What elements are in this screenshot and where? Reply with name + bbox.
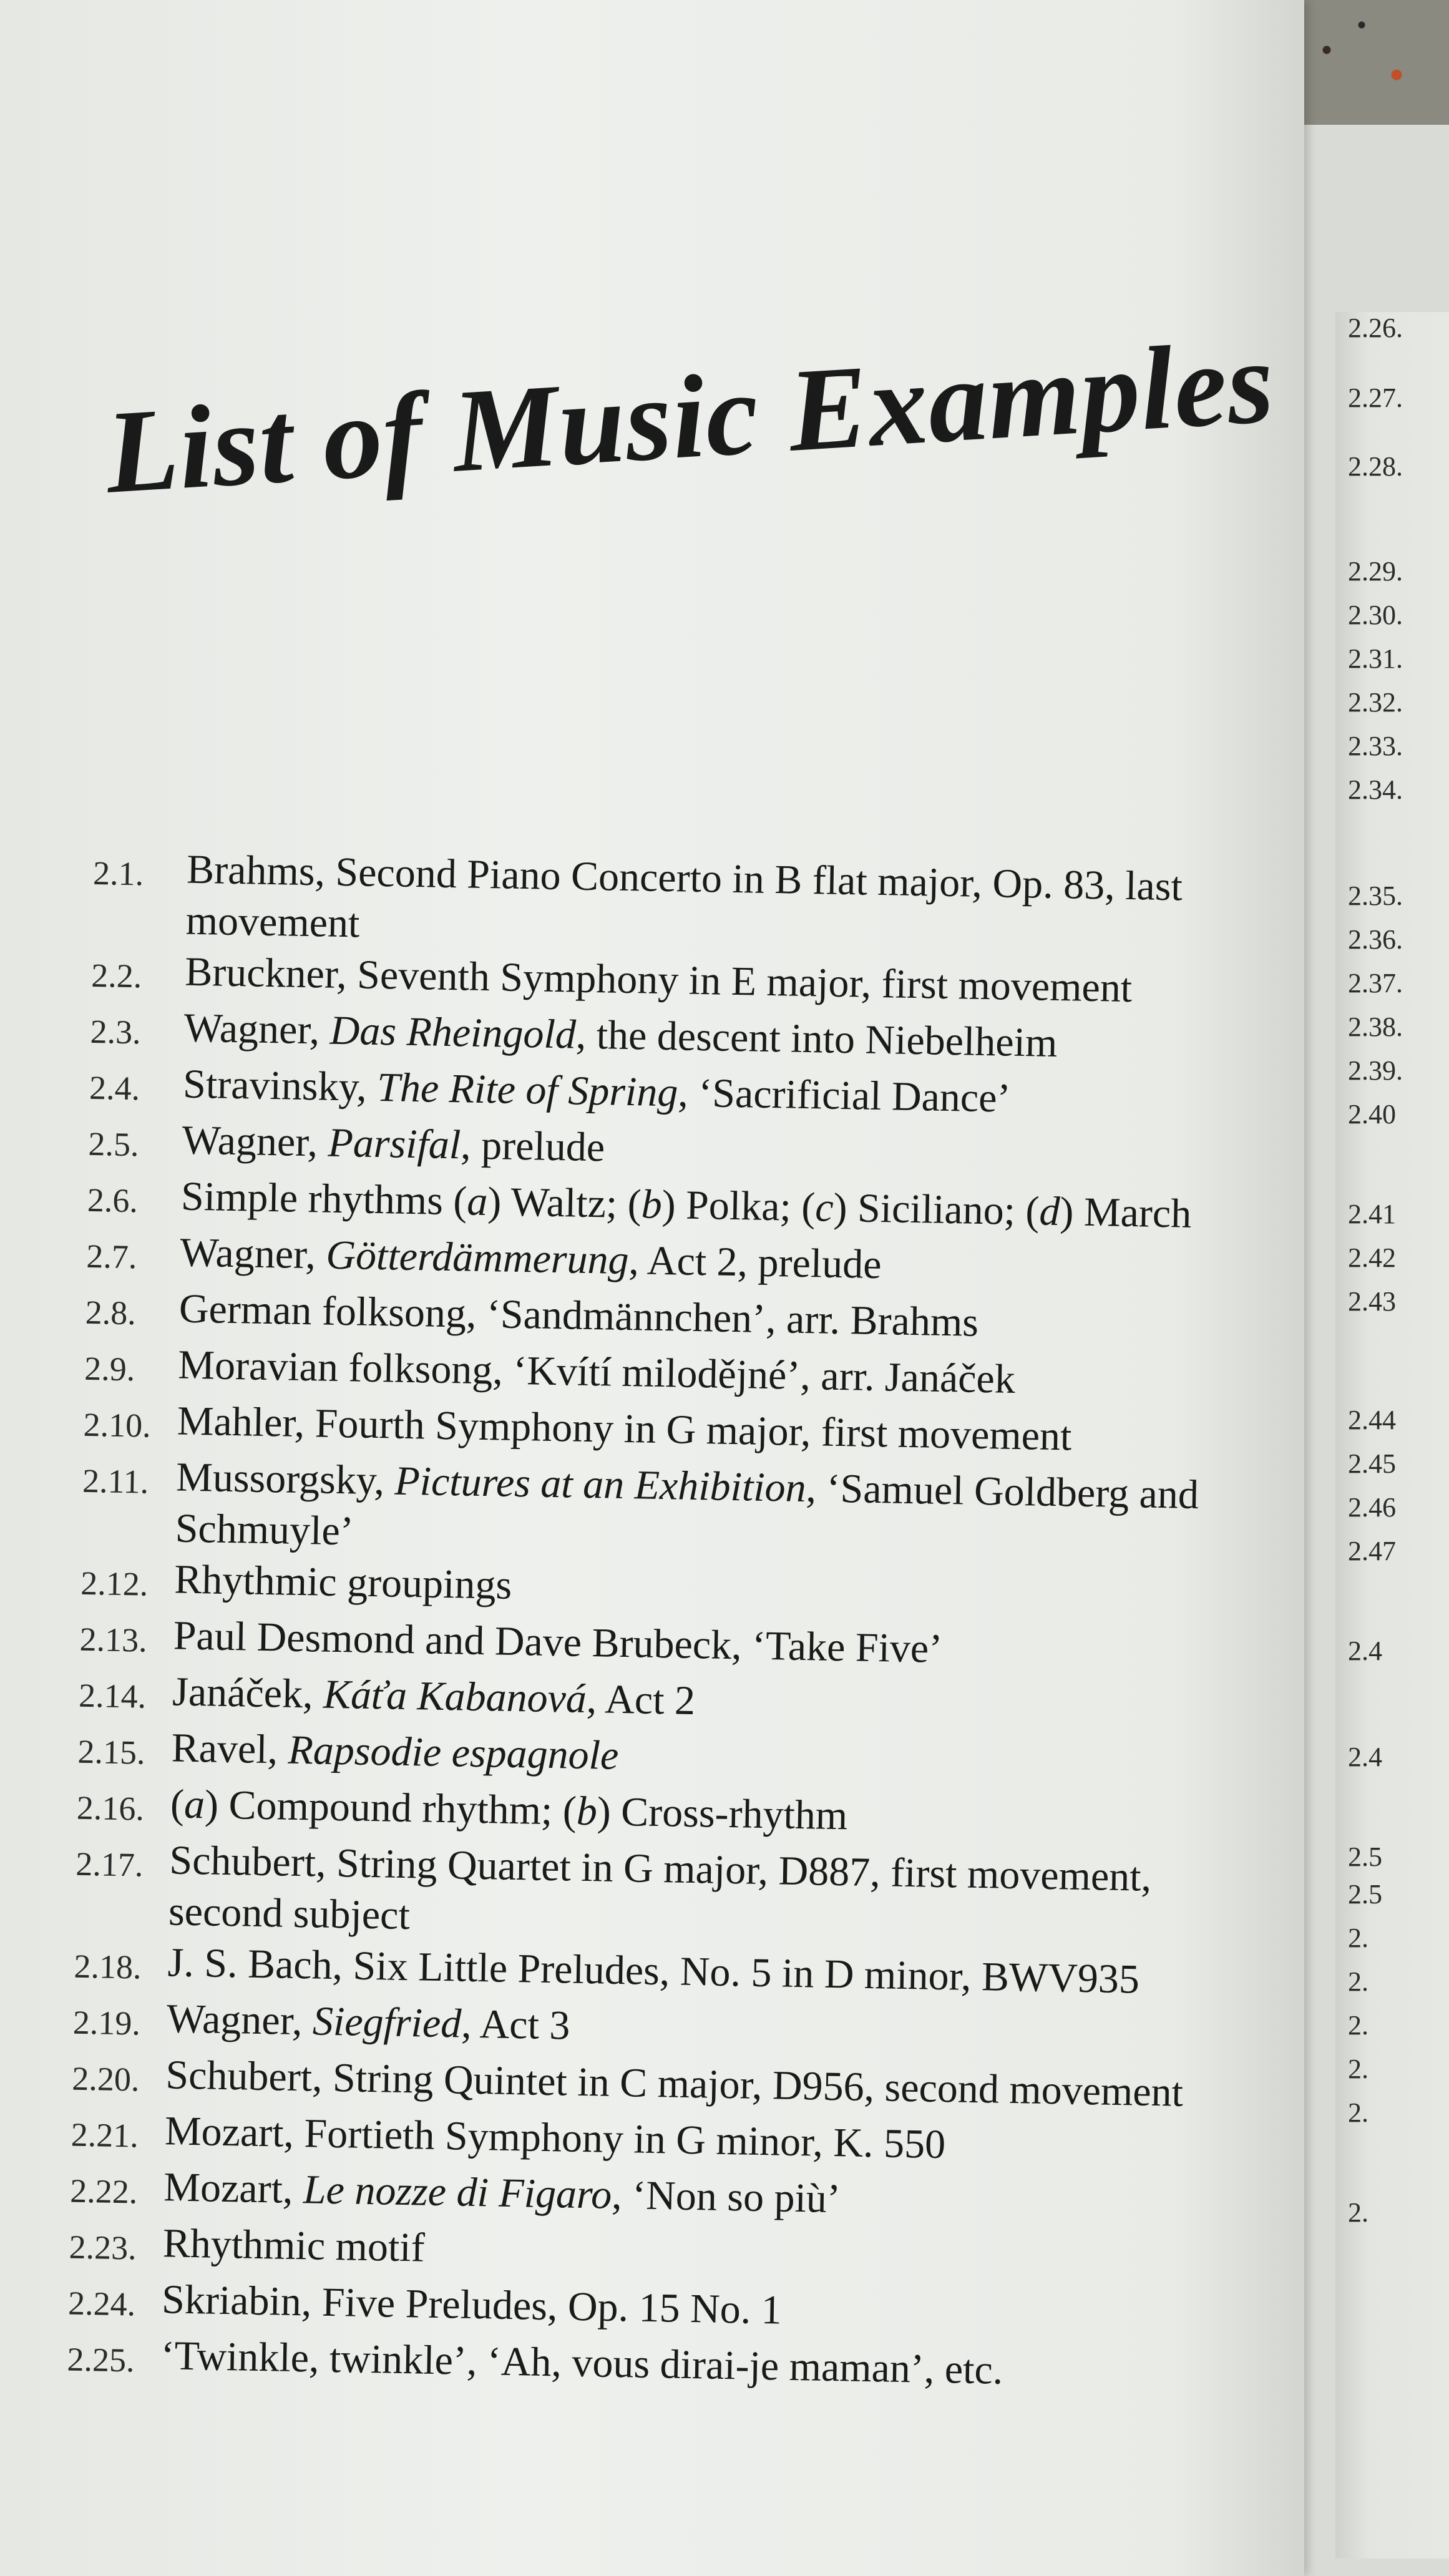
example-title: Brahms, Second Piano Concerto in B flat major, Op. 83, last movement xyxy=(185,846,1183,947)
adjacent-example-number: 2.36. xyxy=(1348,924,1403,955)
adjacent-example-number: 2.5 xyxy=(1348,1879,1382,1910)
adjacent-example-number: 2.46 xyxy=(1348,1492,1396,1523)
adjacent-example-number: 2.27. xyxy=(1348,383,1403,413)
example-title: Rhythmic motif xyxy=(162,2220,426,2271)
example-title: Schubert, String Quartet in G major, D887, first movement, second subject xyxy=(168,1837,1152,1939)
example-title: Wagner, Parsifal, prelude xyxy=(182,1117,605,1171)
adjacent-example-number: 2. xyxy=(1348,2054,1368,2084)
example-title: Skriabin, Five Preludes, Op. 15 No. 1 xyxy=(161,2276,783,2333)
adjacent-example-number: 2.41 xyxy=(1348,1199,1396,1229)
example-title: Mozart, Fortieth Symphony in G minor, K. 550 xyxy=(164,2108,946,2168)
example-number: 2.13. xyxy=(79,1620,148,1659)
adjacent-example-number: 2.43 xyxy=(1348,1286,1396,1317)
adjacent-example-number: 2.26. xyxy=(1348,313,1403,343)
example-number: 2.23. xyxy=(69,2228,137,2267)
example-number: 2.5. xyxy=(88,1125,140,1164)
adjacent-example-number: 2.4 xyxy=(1348,1742,1382,1772)
example-number: 2.7. xyxy=(85,1237,137,1276)
example-number: 2.6. xyxy=(87,1181,139,1220)
adjacent-example-number: 2.37. xyxy=(1348,968,1403,998)
example-number: 2.25. xyxy=(67,2340,135,2379)
example-number: 2.14. xyxy=(78,1676,147,1715)
example-number: 2.10. xyxy=(83,1405,152,1445)
adjacent-example-number: 2.35. xyxy=(1348,881,1403,911)
example-number: 2.9. xyxy=(84,1349,135,1388)
example-title: Stravinsky, The Rite of Spring, ‘Sacrificial Dance’ xyxy=(182,1061,1012,1121)
example-title: J. S. Bach, Six Little Preludes, No. 5 in D minor, BWV935 xyxy=(167,1939,1140,2003)
example-title: (a) Compound rhythm; (b) Cross-rhythm xyxy=(170,1781,848,1839)
music-examples-list xyxy=(67,842,1292,2406)
adjacent-example-number: 2. xyxy=(1348,2197,1368,2228)
example-title: Mussorgsky, Pictures at an Exhibition, ‘Samuel Goldberg and Schmuyle’ xyxy=(175,1454,1199,1554)
adjacent-example-number: 2.39. xyxy=(1348,1055,1403,1086)
example-number: 2.16. xyxy=(76,1788,145,1828)
example-title: German folksong, ‘Sandmännchen’, arr. Brahms xyxy=(178,1286,979,1345)
adjacent-example-number: 2.32. xyxy=(1348,687,1403,718)
adjacent-example-number: 2.42 xyxy=(1348,1242,1396,1273)
adjacent-example-number: 2.30. xyxy=(1348,600,1403,630)
example-number: 2.2. xyxy=(90,956,142,995)
example-number: 2.15. xyxy=(77,1732,146,1772)
example-title: Ravel, Rapsodie espagnole xyxy=(171,1725,619,1778)
example-number: 2.21. xyxy=(71,2115,139,2155)
example-title: Rhythmic groupings xyxy=(173,1556,512,1608)
adjacent-example-number: 2.47 xyxy=(1348,1536,1396,1566)
example-title: Mozart, Le nozze di Figaro, ‘Non so più’ xyxy=(163,2164,841,2222)
example-title: Paul Desmond and Dave Brubeck, ‘Take Five’ xyxy=(173,1612,943,1672)
adjacent-example-number: 2. xyxy=(1348,2097,1368,2128)
example-number: 2.19. xyxy=(72,2003,141,2042)
example-title: Wagner, Das Rheingold, the descent into Niebelheim xyxy=(183,1005,1058,1066)
example-number: 2.8. xyxy=(85,1293,137,1332)
example-title: Mahler, Fourth Symphony in G major, first movement xyxy=(177,1398,1072,1460)
adjacent-example-number: 2. xyxy=(1348,2010,1368,2041)
example-title: Wagner, Götterdämmerung, Act 2, prelude xyxy=(179,1229,882,1288)
adjacent-example-number: 2.38. xyxy=(1348,1012,1403,1042)
example-number: 2.24. xyxy=(67,2284,136,2323)
list-item xyxy=(81,1450,1281,1573)
adjacent-page xyxy=(1335,312,1449,2559)
example-number: 2.3. xyxy=(90,1012,142,1051)
example-title: Janáček, Káťa Kabanová, Act 2 xyxy=(172,1669,696,1724)
example-number: 2.4. xyxy=(89,1068,140,1108)
adjacent-example-number: 2.34. xyxy=(1348,774,1403,805)
example-number: 2.18. xyxy=(74,1947,142,1986)
example-title: Simple rhythms (a) Waltz; (b) Polka; (c) Siciliano; (d) March xyxy=(180,1173,1192,1237)
adjacent-example-number: 2.5 xyxy=(1348,1842,1382,1872)
example-number: 2.22. xyxy=(69,2172,138,2211)
adjacent-example-number: 2.40 xyxy=(1348,1099,1396,1129)
example-number: 2.17. xyxy=(75,1845,144,1884)
adjacent-example-number: 2.29. xyxy=(1348,556,1403,587)
list-item xyxy=(92,842,1292,965)
example-title: ‘Twinkle, twinkle’, ‘Ah, vous dirai-je maman’, etc. xyxy=(160,2333,1003,2393)
example-number: 2.12. xyxy=(80,1564,149,1603)
adjacent-example-number: 2. xyxy=(1348,1923,1368,1953)
adjacent-example-number: 2.33. xyxy=(1348,731,1403,761)
page-title: List of Music Examples xyxy=(102,316,1278,519)
adjacent-example-number: 2.44 xyxy=(1348,1405,1396,1435)
example-title: Bruckner, Seventh Symphony in E major, first movement xyxy=(184,949,1133,1012)
adjacent-example-number: 2.45 xyxy=(1348,1448,1396,1479)
example-number: 2.1. xyxy=(92,854,144,893)
adjacent-example-number: 2. xyxy=(1348,1966,1368,1997)
adjacent-example-number: 2.28. xyxy=(1348,451,1403,482)
example-title: Schubert, String Quintet in C major, D956, second movement xyxy=(165,2052,1184,2115)
list-item xyxy=(74,1833,1274,1956)
example-title: Wagner, Siegfried, Act 3 xyxy=(166,1996,571,2049)
example-title: Moravian folksong, ‘Kvítí milodějné’, arr. Janáček xyxy=(177,1342,1016,1402)
adjacent-example-number: 2.31. xyxy=(1348,643,1403,674)
example-number: 2.20. xyxy=(71,2059,140,2099)
example-number: 2.11. xyxy=(82,1461,149,1501)
adjacent-example-number: 2.4 xyxy=(1348,1636,1382,1666)
